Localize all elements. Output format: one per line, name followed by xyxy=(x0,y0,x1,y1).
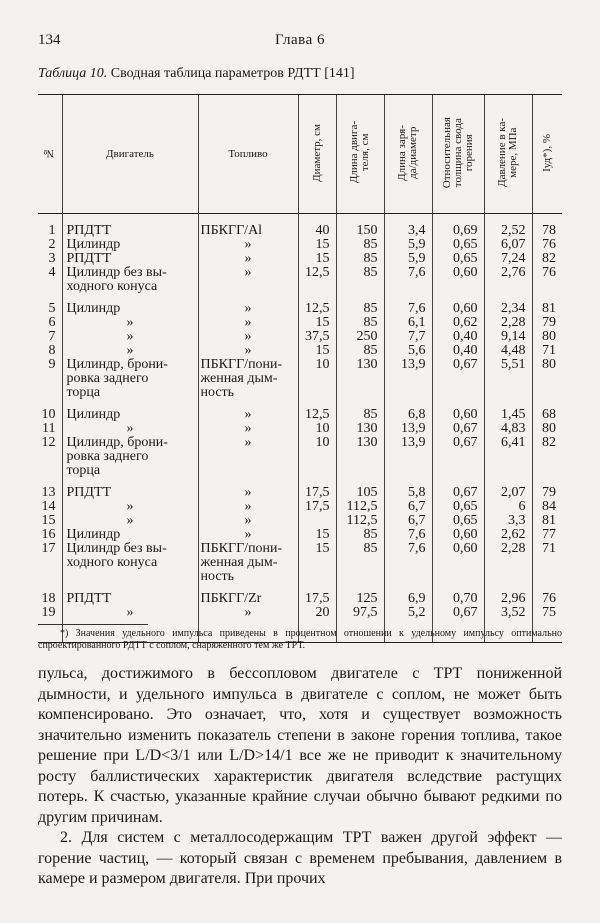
ld-cell: 7,6 xyxy=(384,294,432,316)
diameter-cell: 15 xyxy=(298,238,336,252)
fuel-cell: » xyxy=(198,514,298,528)
fuel-cell: » xyxy=(198,344,298,358)
ld-cell: 13,9 xyxy=(384,422,432,436)
col-header-length: Длина двига- теля, см xyxy=(336,95,384,214)
length-cell: 112,5 xyxy=(336,500,384,514)
web-cell: 0,67 xyxy=(432,478,484,500)
ld-cell: 3,4 xyxy=(384,214,432,239)
engine-cell: Цилиндр xyxy=(62,528,198,542)
table-row xyxy=(38,316,562,330)
ld-cell: 7,7 xyxy=(384,330,432,344)
pressure-cell: 2,76 xyxy=(484,266,532,294)
isp-cell: 77 xyxy=(532,528,562,542)
col-header-diameter: Диаметр, см xyxy=(298,95,336,214)
row-number: 10 xyxy=(41,407,56,422)
length-cell: 125 xyxy=(336,584,384,606)
ld-cell: 6,7 xyxy=(384,500,432,514)
pressure-cell: 2,28 xyxy=(484,542,532,584)
diameter-cell: 17,5 xyxy=(298,500,336,514)
pressure-cell: 7,24 xyxy=(484,252,532,266)
web-cell: 0,65 xyxy=(432,252,484,266)
web-cell: 0,60 xyxy=(432,400,484,422)
fuel-cell: » xyxy=(198,478,298,500)
diameter-cell: 37,5 xyxy=(298,330,336,344)
pressure-cell: 6,07 xyxy=(484,238,532,252)
footnote: *) Значения удельного импульса приведены в процентном отношении к удельному импульсу оптимально спроектированного РДТТ с соплом, снаряженного тем же ТРТ. xyxy=(38,628,562,651)
ld-cell: 5,9 xyxy=(384,238,432,252)
engine-cell: » xyxy=(62,514,198,528)
table-row xyxy=(38,500,562,514)
isp-cell: 76 xyxy=(532,238,562,252)
row-number: 11 xyxy=(42,421,56,436)
table-caption-text: Сводная таблица параметров РДТТ [141] xyxy=(110,66,355,81)
web-cell: 0,70 xyxy=(432,584,484,606)
row-number: 7 xyxy=(48,329,56,344)
web-cell: 0,67 xyxy=(432,358,484,400)
col-header-engine: Двигатель xyxy=(62,95,198,214)
ld-cell: 7,6 xyxy=(384,528,432,542)
engine-cell: Цилиндр, брони- ровка заднего торца xyxy=(62,436,198,478)
col-header-pressure: Давление в ка- мере, МПа xyxy=(484,95,532,214)
isp-cell: 71 xyxy=(532,542,562,584)
body-text xyxy=(38,664,562,890)
ld-cell: 6,1 xyxy=(384,316,432,330)
diameter-cell: 15 xyxy=(298,316,336,330)
engine-cell: РПДТТ xyxy=(62,584,198,606)
engine-cell: » xyxy=(62,606,198,643)
length-cell: 85 xyxy=(336,316,384,330)
length-cell: 112,5 xyxy=(336,514,384,528)
isp-cell: 76 xyxy=(532,266,562,294)
web-cell: 0,60 xyxy=(432,528,484,542)
isp-cell: 80 xyxy=(532,422,562,436)
table-row xyxy=(38,330,562,344)
engine-cell: » xyxy=(62,422,198,436)
engine-cell: Цилиндр xyxy=(62,238,198,252)
engine-cell: » xyxy=(62,316,198,330)
fuel-cell: ПБКГГ/Al xyxy=(198,214,298,239)
table-caption-label: Таблица 10. xyxy=(38,66,108,81)
length-cell: 85 xyxy=(336,344,384,358)
isp-cell: 84 xyxy=(532,500,562,514)
pressure-cell: 4,48 xyxy=(484,344,532,358)
web-cell: 0,60 xyxy=(432,266,484,294)
diameter-cell: 17,5 xyxy=(298,478,336,500)
pressure-cell: 3,3 xyxy=(484,514,532,528)
ld-cell: 5,9 xyxy=(384,252,432,266)
length-cell: 105 xyxy=(336,478,384,500)
engine-cell: » xyxy=(62,344,198,358)
isp-cell: 79 xyxy=(532,478,562,500)
row-number: 13 xyxy=(41,485,56,500)
row-number: 18 xyxy=(41,591,56,606)
row-number: 2 xyxy=(48,237,56,252)
pressure-cell: 2,34 xyxy=(484,294,532,316)
diameter-cell: 12,5 xyxy=(298,400,336,422)
engine-cell: Цилиндр xyxy=(62,400,198,422)
length-cell: 85 xyxy=(336,528,384,542)
engine-cell: Цилиндр, брони- ровка заднего торца xyxy=(62,358,198,400)
table-row xyxy=(38,436,562,478)
length-cell: 250 xyxy=(336,330,384,344)
length-cell: 85 xyxy=(336,542,384,584)
table-row xyxy=(38,214,562,239)
isp-cell: 82 xyxy=(532,252,562,266)
table-row xyxy=(38,400,562,422)
fuel-cell: ПБКГГ/Zr xyxy=(198,584,298,606)
engine-cell: » xyxy=(62,500,198,514)
ld-cell: 5,6 xyxy=(384,344,432,358)
length-cell: 130 xyxy=(336,422,384,436)
pressure-cell: 2,96 xyxy=(484,584,532,606)
isp-cell: 78 xyxy=(532,214,562,239)
isp-cell: 75 xyxy=(532,606,562,643)
chapter-title: Глава 6 xyxy=(275,32,325,48)
diameter-cell xyxy=(298,514,336,528)
length-cell: 85 xyxy=(336,252,384,266)
col-header-isp: Iуд*), % xyxy=(532,95,562,214)
row-number: 6 xyxy=(48,315,56,330)
table-row xyxy=(38,422,562,436)
diameter-cell: 17,5 xyxy=(298,584,336,606)
web-cell: 0,65 xyxy=(432,238,484,252)
pressure-cell: 2,62 xyxy=(484,528,532,542)
col-header-ld: Длина заря- да/диаметр xyxy=(384,95,432,214)
row-number: 3 xyxy=(48,251,56,266)
table-row xyxy=(38,344,562,358)
ld-cell: 6,7 xyxy=(384,514,432,528)
table-row xyxy=(38,252,562,266)
engine-cell: РПДТТ xyxy=(62,214,198,239)
diameter-cell: 15 xyxy=(298,528,336,542)
row-number: 4 xyxy=(48,265,56,280)
table-row xyxy=(38,514,562,528)
length-cell: 150 xyxy=(336,214,384,239)
footnote-rule xyxy=(38,624,148,625)
isp-cell: 76 xyxy=(532,584,562,606)
ld-cell: 7,6 xyxy=(384,542,432,584)
length-cell: 85 xyxy=(336,266,384,294)
table-row xyxy=(38,238,562,252)
engine-cell: РПДТТ xyxy=(62,478,198,500)
isp-cell: 68 xyxy=(532,400,562,422)
row-number: 19 xyxy=(38,606,62,643)
row-number: 14 xyxy=(41,499,56,514)
row-number: 12 xyxy=(41,435,56,450)
pressure-cell: 2,28 xyxy=(484,316,532,330)
fuel-cell: » xyxy=(198,400,298,422)
diameter-cell: 15 xyxy=(298,344,336,358)
isp-cell: 81 xyxy=(532,514,562,528)
table-row xyxy=(38,478,562,500)
fuel-cell: » xyxy=(198,436,298,478)
fuel-cell: ПБКГГ/пони- женная дым- ность xyxy=(198,358,298,400)
ld-cell: 7,6 xyxy=(384,266,432,294)
fuel-cell: » xyxy=(198,330,298,344)
fuel-cell: » xyxy=(198,266,298,294)
ld-cell: 6,9 xyxy=(384,584,432,606)
web-cell: 0,65 xyxy=(432,500,484,514)
fuel-cell: » xyxy=(198,294,298,316)
page-number: 134 xyxy=(38,32,61,48)
ld-cell: 13,9 xyxy=(384,358,432,400)
row-number: 15 xyxy=(41,513,56,528)
web-cell: 0,67 xyxy=(432,422,484,436)
length-cell: 97,5 xyxy=(336,606,384,643)
length-cell: 85 xyxy=(336,400,384,422)
diameter-cell: 40 xyxy=(298,214,336,239)
row-number: 16 xyxy=(41,527,56,542)
pressure-cell: 2,52 xyxy=(484,214,532,239)
engine-cell: Цилиндр без вы- ходного конуса xyxy=(62,266,198,294)
web-cell: 0,67 xyxy=(432,606,484,643)
diameter-cell: 15 xyxy=(298,542,336,584)
web-cell: 0,65 xyxy=(432,514,484,528)
ld-cell: 6,8 xyxy=(384,400,432,422)
diameter-cell: 15 xyxy=(298,252,336,266)
fuel-cell: » xyxy=(198,422,298,436)
length-cell: 130 xyxy=(336,436,384,478)
fuel-cell: » xyxy=(198,316,298,330)
table-row xyxy=(38,584,562,606)
diameter-cell: 20 xyxy=(298,606,336,643)
row-number: 1 xyxy=(48,223,56,238)
web-cell: 0,40 xyxy=(432,344,484,358)
col-header-num: № xyxy=(38,95,62,214)
pressure-cell: 5,51 xyxy=(484,358,532,400)
pressure-cell: 6,41 xyxy=(484,436,532,478)
table-row xyxy=(38,358,562,400)
diameter-cell: 10 xyxy=(298,422,336,436)
fuel-cell: » xyxy=(198,606,298,643)
fuel-cell: » xyxy=(198,500,298,514)
engine-cell: Цилиндр xyxy=(62,294,198,316)
table-caption xyxy=(38,66,355,82)
paragraph-2: 2. Для систем с металлосодержащим ТРТ важен другой эффект — горение частиц, — который связан с временем пребывания, давлением в камере и размером двигателя. При прочих xyxy=(38,829,562,887)
fuel-cell: » xyxy=(198,528,298,542)
fuel-cell: ПБКГГ/пони- женная дым- ность xyxy=(198,542,298,584)
diameter-cell: 12,5 xyxy=(298,266,336,294)
row-number: 5 xyxy=(48,301,56,316)
pressure-cell: 4,83 xyxy=(484,422,532,436)
length-cell: 85 xyxy=(336,294,384,316)
table-row xyxy=(38,542,562,584)
diameter-cell: 10 xyxy=(298,436,336,478)
web-cell: 0,69 xyxy=(432,214,484,239)
web-cell: 0,40 xyxy=(432,330,484,344)
ld-cell: 5,2 xyxy=(384,606,432,643)
diameter-cell: 10 xyxy=(298,358,336,400)
fuel-cell: » xyxy=(198,238,298,252)
isp-cell: 81 xyxy=(532,294,562,316)
web-cell: 0,62 xyxy=(432,316,484,330)
pressure-cell: 6 xyxy=(484,500,532,514)
ld-cell: 13,9 xyxy=(384,436,432,478)
row-number: 9 xyxy=(48,357,56,372)
web-cell: 0,67 xyxy=(432,436,484,478)
table-row xyxy=(38,266,562,294)
isp-cell: 82 xyxy=(532,436,562,478)
row-number: 17 xyxy=(41,541,56,556)
isp-cell: 80 xyxy=(532,358,562,400)
isp-cell: 80 xyxy=(532,330,562,344)
length-cell: 130 xyxy=(336,358,384,400)
paragraph-1: пульса, достижимого в бессопловом двигателе с ТРТ пониженной дымности, и удельного импульса в двигателе с соплом, не может быть компенсировано. Это означает, что, хотя и существует возможность значительно изменить показатель степени в законе горения топлива, такое решение при L/D<3/1 или L/D>14/1 все же не приводит к значительному росту баллистических характеристик двигателя вследствие растущих потерь. К счастью, указанные крайние случаи обычно бывают редкими по другим причинам. xyxy=(38,665,562,826)
engine-cell: РПДТТ xyxy=(62,252,198,266)
pressure-cell: 1,45 xyxy=(484,400,532,422)
engine-cell: » xyxy=(62,330,198,344)
diameter-cell: 12,5 xyxy=(298,294,336,316)
isp-cell: 79 xyxy=(532,316,562,330)
ld-cell: 5,8 xyxy=(384,478,432,500)
length-cell: 85 xyxy=(336,238,384,252)
web-cell: 0,60 xyxy=(432,542,484,584)
pressure-cell: 2,07 xyxy=(484,478,532,500)
web-cell: 0,60 xyxy=(432,294,484,316)
row-number: 8 xyxy=(48,343,56,358)
params-table xyxy=(38,95,562,643)
fuel-cell: » xyxy=(198,252,298,266)
table-row xyxy=(38,528,562,542)
pressure-cell: 9,14 xyxy=(484,330,532,344)
col-header-fuel: Топливо xyxy=(198,95,298,214)
table-row xyxy=(38,294,562,316)
pressure-cell: 3,52 xyxy=(484,606,532,643)
col-header-web: Относительная толщина свода горения xyxy=(432,95,484,214)
isp-cell: 71 xyxy=(532,344,562,358)
engine-cell: Цилиндр без вы- ходного конуса xyxy=(62,542,198,584)
